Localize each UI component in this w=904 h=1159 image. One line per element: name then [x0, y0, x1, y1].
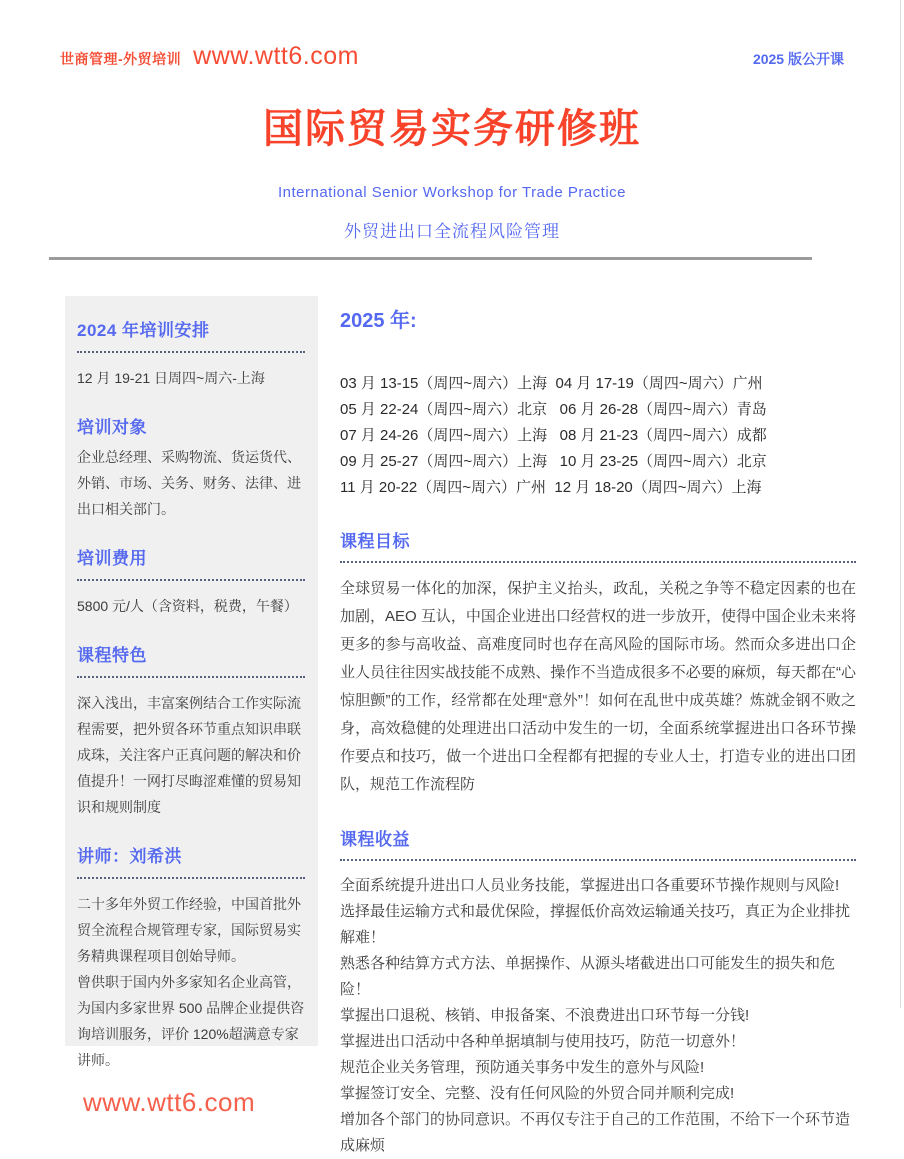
sidebar-fee-text: 5800 元/人（含资料，税费，午餐）: [77, 598, 298, 614]
page-title: 国际贸易实务研修班: [263, 107, 641, 151]
benefit-line: 规范企业关务管理，预防通关事务中发生的意外与风险!: [340, 1059, 705, 1076]
content: [65, 296, 856, 1154]
sidebar-footer-url-link[interactable]: www.wtt6.com: [83, 1087, 256, 1117]
dotted-divider: [77, 351, 305, 353]
edition-label: 2025 版公开课: [752, 51, 844, 67]
heading-course-benefits: 课程收益: [340, 830, 410, 849]
heading-2025-schedule: 2025 年:: [340, 310, 417, 332]
dotted-divider: [77, 676, 305, 678]
schedule-line: 05 月 22-24（周四~周六）北京 06 月 26-28（周四~周六）青岛: [340, 401, 767, 418]
benefit-line: 掌握出口退税、核销、申报备案、不浪费进出口环节每一分钱!: [340, 1007, 750, 1024]
sidebar-2024-schedule-line: 12 月 19-21 日周四~周六-上海: [77, 370, 265, 386]
site-url-link[interactable]: www.wtt6.com: [193, 42, 359, 70]
dotted-divider: [77, 877, 305, 879]
heading-course-goals: 课程目标: [340, 532, 410, 551]
sidebar-heading-lecturer: 讲师：刘希洪: [77, 847, 182, 866]
dotted-divider: [340, 859, 856, 861]
header: [0, 0, 904, 71]
sidebar-lecturer-bio-1: 二十多年外贸工作经验，中国首批外贸全流程合规管理专家，国际贸易实务精典课程项目创始导师。: [77, 896, 301, 964]
main-column: [318, 296, 856, 1154]
course-benefits-list: [340, 873, 856, 1159]
dotted-divider: [340, 561, 856, 563]
subtitle-chinese: 外贸进出口全流程风险管理: [344, 222, 560, 241]
sidebar: [65, 296, 318, 1117]
benefit-line: 熟悉各种结算方式方法、单据操作、从源头堵截进出口可能发生的损失和危险！: [340, 955, 836, 998]
schedule-line: 11 月 20-22（周四~周六）广州 12 月 18-20（周四~周六）上海: [340, 479, 762, 496]
dotted-divider: [77, 579, 305, 581]
schedule-2025-list: [340, 371, 856, 501]
brand-label: 世商管理-外贸培训: [60, 51, 182, 67]
benefit-line: 掌握签订安全、完整、没有任何风险的外贸合同并顺利完成!: [340, 1085, 735, 1102]
page-right-edge: [900, 0, 901, 1008]
sidebar-audience-text: 企业总经理、采购物流、货运货代、外销、市场、关务、财务、法律、进出口相关部门。: [77, 449, 301, 517]
sidebar-heading-2024-schedule: 2024 年培训安排: [77, 321, 210, 340]
schedule-line: 03 月 13-15（周四~周六）上海 04 月 17-19（周四~周六）广州: [340, 375, 763, 392]
sidebar-features-text: 深入浅出，丰富案例结合工作实际流程需要，把外贸各环节重点知识串联成珠，关注客户正真问题的解决和价值提升！一网打尽晦涩难懂的贸易知识和规则制度: [77, 695, 301, 815]
sidebar-heading-fee: 培训费用: [77, 549, 147, 568]
schedule-line: 07 月 24-26（周四~周六）上海 08 月 21-23（周四~周六）成都: [340, 427, 767, 444]
title-block: [0, 97, 904, 242]
horizontal-divider: [49, 257, 812, 260]
benefit-line: 增加各个部门的协同意识。不再仅专注于自己的工作范围，不给下一个环节造成麻烦: [340, 1111, 851, 1154]
subtitle-english: International Senior Workshop for Trade Practice: [277, 184, 627, 201]
schedule-line: 09 月 25-27（周四~周六）上海 10 月 23-25（周四~周六）北京: [340, 453, 767, 470]
benefit-line: 掌握进出口活动中各种单据填制与使用技巧，防范一切意外！: [340, 1033, 746, 1050]
sidebar-heading-features: 课程特色: [77, 646, 147, 665]
course-goals-text: 全球贸易一体化的加深，保护主义抬头，政乱，关税之争等不稳定因素的也在加剧，AEO 互认，中国企业进出口经营权的进一步放开，使得中国企业未来将更多的参与高收益、高难度同时也存在高风险的国际市场。然而众多进出口企业人员往往因实战技能不成熟、操作不当造成很多不必要的麻烦，每天都在“心惊胆颤”的工作，经常都在处理“意外”！如何在乱世中成英雄？炼就金钢不败之身，高效稳健的处理进出口活动中发生的一切，全面系统掌握进出口各环节操作要点和技巧，做一个进出口全程都有把握的专业人士，打造专业的进出口团队，规范工作流程防: [340, 580, 856, 793]
benefit-line: 全面系统提升进出口人员业务技能，掌握进出口各重要环节操作规则与风险!: [340, 877, 840, 894]
benefit-line: 选择最佳运输方式和最优保险，撑握低价高效运输通关技巧，真正为企业排扰解难！: [340, 903, 851, 946]
sidebar-lecturer-bio-2: 曾供职于国内外多家知名企业高管，为国内多家世界 500 品牌企业提供咨询培训服务，评价 120%超满意专家讲师。: [77, 974, 305, 1068]
sidebar-heading-audience: 培训对象: [77, 418, 147, 437]
